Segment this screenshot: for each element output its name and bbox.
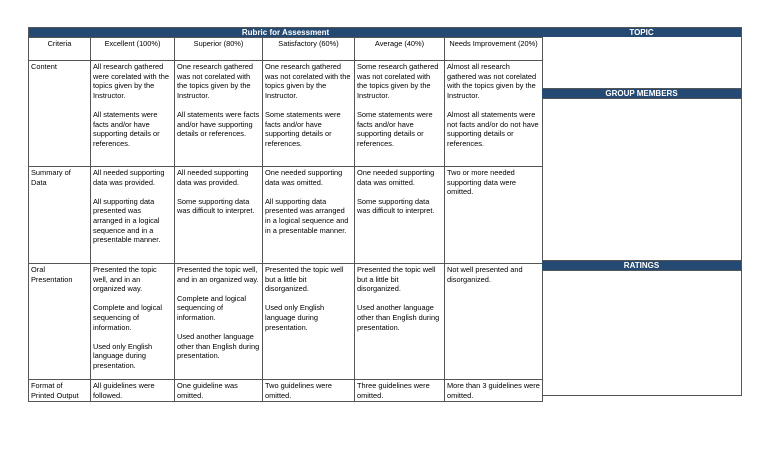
cell-text: One research gathered was not corelated with the topics given by the Instructor. xyxy=(177,62,254,100)
cell-text: Presented the topic well but a little bit disorganized. xyxy=(357,265,436,294)
cell-text: Presented the topic well, and in an organized way. xyxy=(177,265,259,284)
cell-text: Not well presented and disorganized. xyxy=(447,265,523,284)
cell-text: All needed supporting data was provided. xyxy=(93,168,165,187)
rubric-cell xyxy=(355,380,445,402)
cell-text: All guidelines were followed. xyxy=(93,381,155,400)
cell-text: All needed supporting data was provided. xyxy=(177,168,249,187)
rubric-cell xyxy=(175,264,263,380)
rubric-cell xyxy=(263,380,355,402)
criteria-cell: Oral Presentation xyxy=(29,264,91,380)
divider xyxy=(542,270,741,271)
header-criteria: Criteria xyxy=(29,38,91,61)
cell-text: Presented the topic well, and in an organized way. xyxy=(93,265,157,294)
cell-text: Used another language other than English during presentation. xyxy=(357,303,440,332)
cell-text: Some supporting data was difficult to interpret. xyxy=(177,196,255,216)
rubric-cell xyxy=(263,167,355,264)
cell-text: Three guidelines were omitted. xyxy=(357,381,430,400)
rubric-row-summary xyxy=(29,167,543,264)
criteria-cell: Summary of Data xyxy=(29,167,91,264)
group-members-header: GROUP MEMBERS xyxy=(542,89,741,98)
cell-text: All supporting data presented was arranged in a logical sequence and in a presentable manner. xyxy=(93,196,161,245)
rubric-row-format xyxy=(29,380,543,402)
cell-text: Some statements were facts and/or have supporting details or references. xyxy=(265,109,341,148)
cell-text: One needed supporting data was omitted. xyxy=(265,168,343,187)
rubric-table xyxy=(28,27,543,402)
criteria-cell: Format of Printed Output xyxy=(29,380,91,402)
cell-text: One needed supporting data was omitted. xyxy=(357,168,435,187)
header-needs-improvement: Needs Improvement (20%) xyxy=(445,38,543,61)
ratings-header: RATINGS xyxy=(542,261,741,270)
cell-text: All statements were facts and/or have supporting details or references. xyxy=(177,109,260,139)
cell-text: Complete and logical sequencing of information. xyxy=(93,303,163,332)
rubric-title: Rubric for Assessment xyxy=(29,28,543,38)
cell-text: All supporting data presented was arranged in a logical sequence and in a presentable manner. xyxy=(265,196,349,235)
header-row xyxy=(29,38,543,61)
cell-text: All research gathered were corelated with the topics given by the Instructor. xyxy=(93,62,169,100)
rubric-cell xyxy=(91,380,175,402)
rubric-cell xyxy=(445,264,543,380)
cell-text: Some statements were facts and/or have supporting details or references. xyxy=(357,109,433,148)
cell-text: Used only English language during presentation. xyxy=(93,341,153,370)
cell-text: One research gathered was not corelated with the topics given by the Instructor. xyxy=(265,62,351,100)
rubric-cell xyxy=(91,61,175,167)
cell-text: One guideline was omitted. xyxy=(177,381,238,400)
divider xyxy=(542,98,741,99)
rubric-row-oral xyxy=(29,264,543,380)
header-average: Average (40%) xyxy=(355,38,445,61)
rubric-cell xyxy=(263,264,355,380)
cell-text: Presented the topic well but a little bit disorganized. xyxy=(265,265,344,294)
rubric-cell xyxy=(355,61,445,167)
cell-text: Some supporting data was difficult to interpret. xyxy=(357,196,435,216)
cell-text: More than 3 guidelines were omitted. xyxy=(447,381,540,400)
rubric-cell xyxy=(175,61,263,167)
cell-text: Almost all statements were not facts and/or do not have supporting details or references. xyxy=(447,109,539,148)
rubric-cell xyxy=(175,167,263,264)
header-superior: Superior (80%) xyxy=(175,38,263,61)
rubric-cell xyxy=(445,167,543,264)
rubric-cell xyxy=(263,61,355,167)
cell-text: Some research gathered was not corelated with the topics given by the Instructor. xyxy=(357,62,439,100)
cell-text: Complete and logical sequencing of information. xyxy=(177,293,247,322)
cell-text: Used only English language during presentation. xyxy=(265,303,325,332)
rubric-sheet xyxy=(28,27,742,400)
cell-text: All statements were facts and/or have supporting details or references. xyxy=(93,109,160,148)
header-excellent: Excellent (100%) xyxy=(91,38,175,61)
cell-text: Almost all research gathered was not corelated with the topics given by the Instructor. xyxy=(447,62,537,100)
side-panel xyxy=(542,27,742,396)
header-satisfactory: Satisfactory (60%) xyxy=(263,38,355,61)
rubric-cell xyxy=(175,380,263,402)
topic-header: TOPIC xyxy=(542,28,741,37)
rubric-cell xyxy=(445,380,543,402)
cell-text: Two or more needed supporting data were omitted. xyxy=(447,168,517,197)
rubric-cell xyxy=(91,264,175,380)
cell-text: Used another language other than English during presentation. xyxy=(177,332,260,361)
rubric-row-content xyxy=(29,61,543,167)
cell-text: Two guidelines were omitted. xyxy=(265,381,332,400)
criteria-cell: Content xyxy=(29,61,91,167)
rubric-cell xyxy=(91,167,175,264)
rubric-cell xyxy=(355,167,445,264)
rubric-cell xyxy=(355,264,445,380)
rubric-cell xyxy=(445,61,543,167)
